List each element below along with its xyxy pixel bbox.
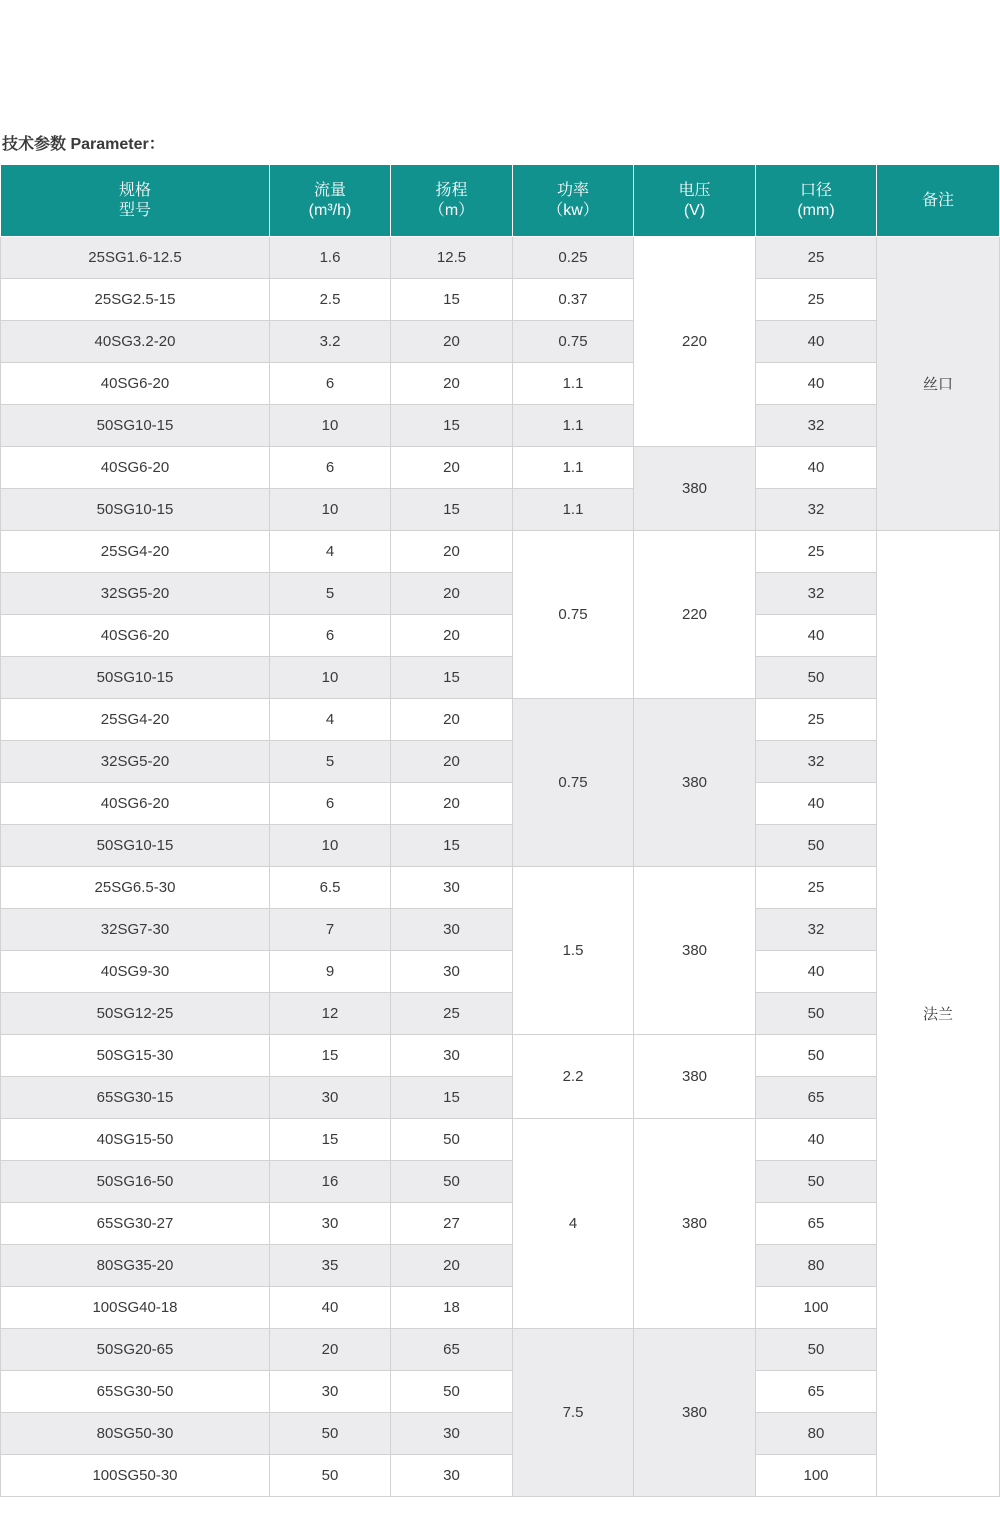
diameter-cell: 100 — [756, 1287, 877, 1329]
table-row — [1, 1119, 1000, 1161]
model-cell: 32SG5-20 — [1, 741, 270, 783]
table-row — [1, 1413, 1000, 1455]
head-cell: 20 — [391, 447, 513, 489]
voltage-cell: 220 — [634, 531, 756, 699]
diameter-cell: 40 — [756, 447, 877, 489]
header-flow: 流量 (m³/h) — [270, 165, 391, 237]
table-row — [1, 909, 1000, 951]
note-cell: 丝口 — [877, 237, 1000, 531]
diameter-cell: 32 — [756, 741, 877, 783]
table-row — [1, 447, 1000, 489]
diameter-cell: 32 — [756, 573, 877, 615]
table-row — [1, 993, 1000, 1035]
voltage-cell: 380 — [634, 1119, 756, 1329]
diameter-cell: 40 — [756, 951, 877, 993]
table-row — [1, 1161, 1000, 1203]
head-cell: 50 — [391, 1119, 513, 1161]
power-cell: 2.2 — [513, 1035, 634, 1119]
table-row — [1, 1077, 1000, 1119]
model-cell: 50SG10-15 — [1, 825, 270, 867]
model-cell: 40SG9-30 — [1, 951, 270, 993]
table-row — [1, 363, 1000, 405]
voltage-cell: 380 — [634, 867, 756, 1035]
table-row — [1, 489, 1000, 531]
head-cell: 65 — [391, 1329, 513, 1371]
power-cell: 0.25 — [513, 237, 634, 279]
table-row — [1, 1203, 1000, 1245]
head-cell: 30 — [391, 951, 513, 993]
power-cell: 0.75 — [513, 699, 634, 867]
flow-cell: 20 — [270, 1329, 391, 1371]
diameter-cell: 40 — [756, 321, 877, 363]
model-cell: 65SG30-27 — [1, 1203, 270, 1245]
power-cell: 0.75 — [513, 321, 634, 363]
head-cell: 25 — [391, 993, 513, 1035]
power-cell: 1.1 — [513, 489, 634, 531]
diameter-cell: 50 — [756, 1161, 877, 1203]
flow-cell: 4 — [270, 699, 391, 741]
head-cell: 20 — [391, 783, 513, 825]
power-cell: 1.1 — [513, 363, 634, 405]
table-row — [1, 1455, 1000, 1497]
flow-cell: 3.2 — [270, 321, 391, 363]
model-cell: 25SG4-20 — [1, 531, 270, 573]
diameter-cell: 50 — [756, 1035, 877, 1077]
table-row — [1, 951, 1000, 993]
table-row — [1, 867, 1000, 909]
flow-cell: 30 — [270, 1077, 391, 1119]
model-cell: 32SG7-30 — [1, 909, 270, 951]
model-cell: 50SG20-65 — [1, 1329, 270, 1371]
table-row — [1, 657, 1000, 699]
flow-cell: 6 — [270, 447, 391, 489]
model-cell: 65SG30-50 — [1, 1371, 270, 1413]
model-cell: 50SG12-25 — [1, 993, 270, 1035]
header-model: 规格 型号 — [1, 165, 270, 237]
table-row — [1, 1371, 1000, 1413]
diameter-cell: 25 — [756, 699, 877, 741]
head-cell: 20 — [391, 699, 513, 741]
flow-cell: 1.6 — [270, 237, 391, 279]
flow-cell: 6.5 — [270, 867, 391, 909]
table-row — [1, 321, 1000, 363]
diameter-cell: 65 — [756, 1203, 877, 1245]
diameter-cell: 32 — [756, 405, 877, 447]
flow-cell: 10 — [270, 825, 391, 867]
diameter-cell: 80 — [756, 1245, 877, 1287]
model-cell: 100SG40-18 — [1, 1287, 270, 1329]
power-cell: 7.5 — [513, 1329, 634, 1497]
voltage-cell: 220 — [634, 237, 756, 447]
flow-cell: 10 — [270, 489, 391, 531]
model-cell: 80SG50-30 — [1, 1413, 270, 1455]
model-cell: 50SG16-50 — [1, 1161, 270, 1203]
model-cell: 40SG3.2-20 — [1, 321, 270, 363]
head-cell: 20 — [391, 573, 513, 615]
head-cell: 50 — [391, 1371, 513, 1413]
flow-cell: 30 — [270, 1203, 391, 1245]
diameter-cell: 65 — [756, 1077, 877, 1119]
head-cell: 30 — [391, 1455, 513, 1497]
head-cell: 30 — [391, 1413, 513, 1455]
model-cell: 25SG1.6-12.5 — [1, 237, 270, 279]
power-cell: 1.1 — [513, 447, 634, 489]
head-cell: 30 — [391, 1035, 513, 1077]
table-row — [1, 405, 1000, 447]
model-cell: 50SG10-15 — [1, 657, 270, 699]
head-cell: 15 — [391, 405, 513, 447]
flow-cell: 40 — [270, 1287, 391, 1329]
head-cell: 20 — [391, 363, 513, 405]
table-row — [1, 1329, 1000, 1371]
head-cell: 15 — [391, 489, 513, 531]
model-cell: 40SG6-20 — [1, 447, 270, 489]
diameter-cell: 25 — [756, 237, 877, 279]
model-cell: 40SG6-20 — [1, 363, 270, 405]
model-cell: 40SG6-20 — [1, 615, 270, 657]
model-cell: 25SG2.5-15 — [1, 279, 270, 321]
power-cell: 0.37 — [513, 279, 634, 321]
header-note: 备注 — [877, 165, 1000, 237]
diameter-cell: 100 — [756, 1455, 877, 1497]
flow-cell: 6 — [270, 615, 391, 657]
table-row — [1, 615, 1000, 657]
model-cell: 65SG30-15 — [1, 1077, 270, 1119]
head-cell: 15 — [391, 279, 513, 321]
diameter-cell: 25 — [756, 531, 877, 573]
model-cell: 32SG5-20 — [1, 573, 270, 615]
head-cell: 30 — [391, 909, 513, 951]
model-cell: 50SG10-15 — [1, 489, 270, 531]
diameter-cell: 25 — [756, 867, 877, 909]
power-cell: 1.5 — [513, 867, 634, 1035]
diameter-cell: 32 — [756, 489, 877, 531]
flow-cell: 16 — [270, 1161, 391, 1203]
head-cell: 12.5 — [391, 237, 513, 279]
flow-cell: 50 — [270, 1413, 391, 1455]
table-row — [1, 1245, 1000, 1287]
model-cell: 50SG15-30 — [1, 1035, 270, 1077]
flow-cell: 9 — [270, 951, 391, 993]
flow-cell: 10 — [270, 657, 391, 699]
flow-cell: 5 — [270, 741, 391, 783]
diameter-cell: 40 — [756, 1119, 877, 1161]
power-cell: 0.75 — [513, 531, 634, 699]
head-cell: 15 — [391, 825, 513, 867]
model-cell: 25SG4-20 — [1, 699, 270, 741]
diameter-cell: 40 — [756, 783, 877, 825]
table-row — [1, 783, 1000, 825]
model-cell: 40SG6-20 — [1, 783, 270, 825]
head-cell: 30 — [391, 867, 513, 909]
flow-cell: 50 — [270, 1455, 391, 1497]
diameter-cell: 80 — [756, 1413, 877, 1455]
header-power: 功率 （kw） — [513, 165, 634, 237]
head-cell: 20 — [391, 321, 513, 363]
head-cell: 27 — [391, 1203, 513, 1245]
power-cell: 1.1 — [513, 405, 634, 447]
table-row — [1, 573, 1000, 615]
header-voltage: 电压 (V) — [634, 165, 756, 237]
head-cell: 15 — [391, 1077, 513, 1119]
header-diameter: 口径 (mm) — [756, 165, 877, 237]
flow-cell: 35 — [270, 1245, 391, 1287]
diameter-cell: 40 — [756, 363, 877, 405]
model-cell: 25SG6.5-30 — [1, 867, 270, 909]
table-row — [1, 699, 1000, 741]
table-row — [1, 1035, 1000, 1077]
flow-cell: 15 — [270, 1035, 391, 1077]
table-row — [1, 279, 1000, 321]
diameter-cell: 50 — [756, 657, 877, 699]
diameter-cell: 50 — [756, 1329, 877, 1371]
flow-cell: 30 — [270, 1371, 391, 1413]
head-cell: 20 — [391, 1245, 513, 1287]
flow-cell: 15 — [270, 1119, 391, 1161]
flow-cell: 10 — [270, 405, 391, 447]
voltage-cell: 380 — [634, 699, 756, 867]
table-row — [1, 1287, 1000, 1329]
table-header-row — [1, 165, 1000, 237]
model-cell: 40SG15-50 — [1, 1119, 270, 1161]
head-cell: 15 — [391, 657, 513, 699]
model-cell: 100SG50-30 — [1, 1455, 270, 1497]
flow-cell: 7 — [270, 909, 391, 951]
header-head: 扬程 （m） — [391, 165, 513, 237]
table-row — [1, 741, 1000, 783]
head-cell: 18 — [391, 1287, 513, 1329]
flow-cell: 6 — [270, 783, 391, 825]
head-cell: 20 — [391, 531, 513, 573]
table-row — [1, 531, 1000, 573]
diameter-cell: 40 — [756, 615, 877, 657]
diameter-cell: 50 — [756, 993, 877, 1035]
voltage-cell: 380 — [634, 1329, 756, 1497]
head-cell: 20 — [391, 741, 513, 783]
voltage-cell: 380 — [634, 1035, 756, 1119]
voltage-cell: 380 — [634, 447, 756, 531]
diameter-cell: 50 — [756, 825, 877, 867]
head-cell: 50 — [391, 1161, 513, 1203]
table-row — [1, 237, 1000, 279]
flow-cell: 12 — [270, 993, 391, 1035]
diameter-cell: 65 — [756, 1371, 877, 1413]
parameter-table — [0, 164, 1000, 1497]
note-cell: 法兰 — [877, 531, 1000, 1497]
power-cell: 4 — [513, 1119, 634, 1329]
flow-cell: 5 — [270, 573, 391, 615]
flow-cell: 6 — [270, 363, 391, 405]
page-heading: 技术参数 Parameter： — [2, 136, 165, 153]
head-cell: 20 — [391, 615, 513, 657]
model-cell: 50SG10-15 — [1, 405, 270, 447]
model-cell: 80SG35-20 — [1, 1245, 270, 1287]
table-row — [1, 825, 1000, 867]
flow-cell: 4 — [270, 531, 391, 573]
diameter-cell: 32 — [756, 909, 877, 951]
flow-cell: 2.5 — [270, 279, 391, 321]
diameter-cell: 25 — [756, 279, 877, 321]
